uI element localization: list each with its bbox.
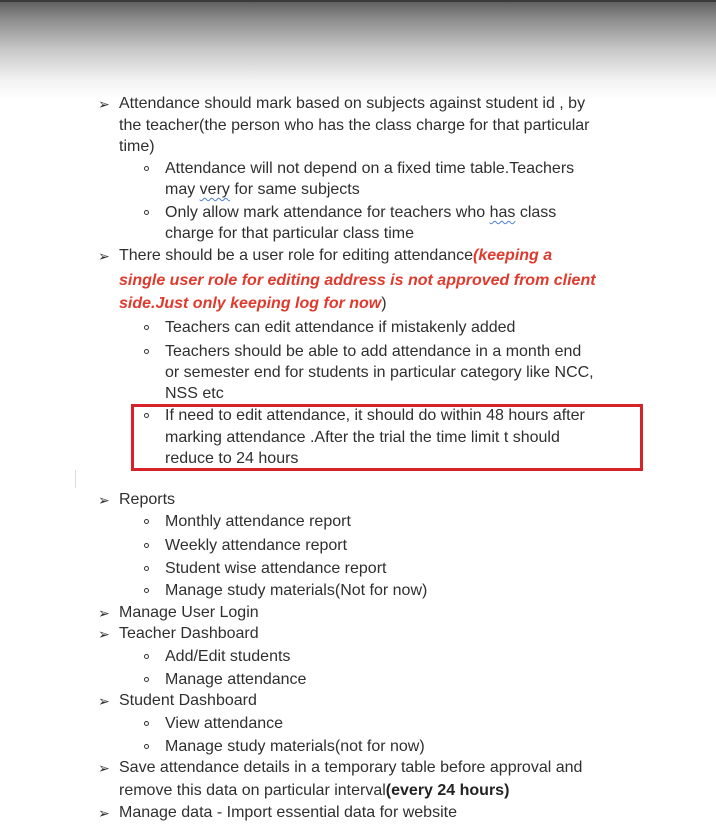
list-item-text: time) [119, 138, 155, 155]
sub-item-text: Manage study materials(Not for now) [165, 582, 428, 599]
sub-item-text: or semester end for students in particular category like NCC, [165, 364, 594, 381]
text-fragment: ) [381, 295, 387, 312]
list-item-text: Manage data - Import essential data for website [119, 804, 457, 821]
spellcheck-word: very [199, 181, 230, 198]
arrow-bullet-icon: ➢ [98, 626, 110, 642]
client-note: side.Just only keeping log for now [119, 295, 382, 312]
arrow-bullet-icon: ➢ [98, 248, 110, 264]
circle-bullet-icon [144, 566, 149, 571]
arrow-bullet-icon: ➢ [98, 693, 110, 709]
sub-item-text [165, 203, 556, 223]
text-fragment: may [165, 181, 200, 198]
circle-bullet-icon [144, 677, 149, 682]
circle-bullet-icon [144, 519, 149, 524]
highlight-annotation-box [131, 404, 643, 471]
sub-item-text: Add/Edit students [165, 648, 291, 665]
arrow-bullet-icon: ➢ [98, 805, 110, 821]
circle-bullet-icon [144, 349, 149, 354]
arrow-bullet-icon: ➢ [98, 760, 110, 776]
list-item-text [119, 246, 552, 266]
list-item-text: Attendance should mark based on subjects against student id , by [119, 95, 586, 112]
list-item-text: Save attendance details in a temporary table before approval and [119, 759, 583, 776]
client-note: (keeping a [473, 247, 553, 264]
sub-item-text: charge for that particular class time [165, 225, 414, 242]
circle-bullet-icon [144, 721, 149, 726]
sub-item-text: Teachers should be able to add attendance in a month end [165, 343, 582, 360]
text-fragment: class [515, 204, 557, 221]
list-item-text [119, 781, 509, 801]
arrow-bullet-icon: ➢ [98, 605, 110, 621]
client-note: single user role for editing address is not approved from client [119, 272, 596, 289]
text-fragment: There should be a user role for editing attendance [119, 247, 474, 264]
list-item-text: Student Dashboard [119, 692, 257, 709]
sub-item-text: Student wise attendance report [165, 560, 387, 577]
sub-item-text: Teachers can edit attendance if mistakenly added [165, 319, 516, 336]
sub-item-text: Monthly attendance report [165, 513, 351, 530]
margin-mark [75, 470, 76, 488]
list-item-text: Manage User Login [119, 604, 259, 621]
text-fragment: remove this data on particular interval [119, 782, 386, 799]
bold-note: (every 24 hours) [385, 782, 510, 799]
circle-bullet-icon [144, 543, 149, 548]
circle-bullet-icon [144, 588, 149, 593]
list-item-text [119, 294, 387, 314]
sub-item-text: If need to edit attendance, it should do within 48 hours after [165, 407, 585, 424]
circle-bullet-icon [144, 325, 149, 330]
text-fragment: for same subjects [229, 181, 360, 198]
sub-item-text: View attendance [165, 715, 284, 732]
circle-bullet-icon [144, 210, 149, 215]
sub-item-text: Weekly attendance report [165, 537, 348, 554]
sub-item-text: marking attendance .After the trial the time limit t should [165, 429, 560, 446]
sub-item-text [165, 180, 360, 200]
circle-bullet-icon [144, 744, 149, 749]
sub-item-text: Attendance will not depend on a fixed time table.Teachers [165, 160, 575, 177]
spellcheck-word: has [489, 204, 516, 221]
sub-item-text: Manage study materials(not for now) [165, 738, 425, 755]
text-fragment: Only allow mark attendance for teachers who [165, 204, 490, 221]
circle-bullet-icon [144, 166, 149, 171]
sub-item-text: reduce to 24 hours [165, 450, 299, 467]
arrow-bullet-icon: ➢ [98, 96, 110, 112]
arrow-bullet-icon: ➢ [98, 492, 110, 508]
sub-item-text: NSS etc [165, 385, 224, 402]
list-item-text: the teacher(the person who has the class charge for that particular [119, 117, 590, 134]
sub-item-text: Manage attendance [165, 671, 307, 688]
circle-bullet-icon [144, 654, 149, 659]
list-item-text: Teacher Dashboard [119, 625, 259, 642]
list-item-text: Reports [119, 491, 176, 508]
